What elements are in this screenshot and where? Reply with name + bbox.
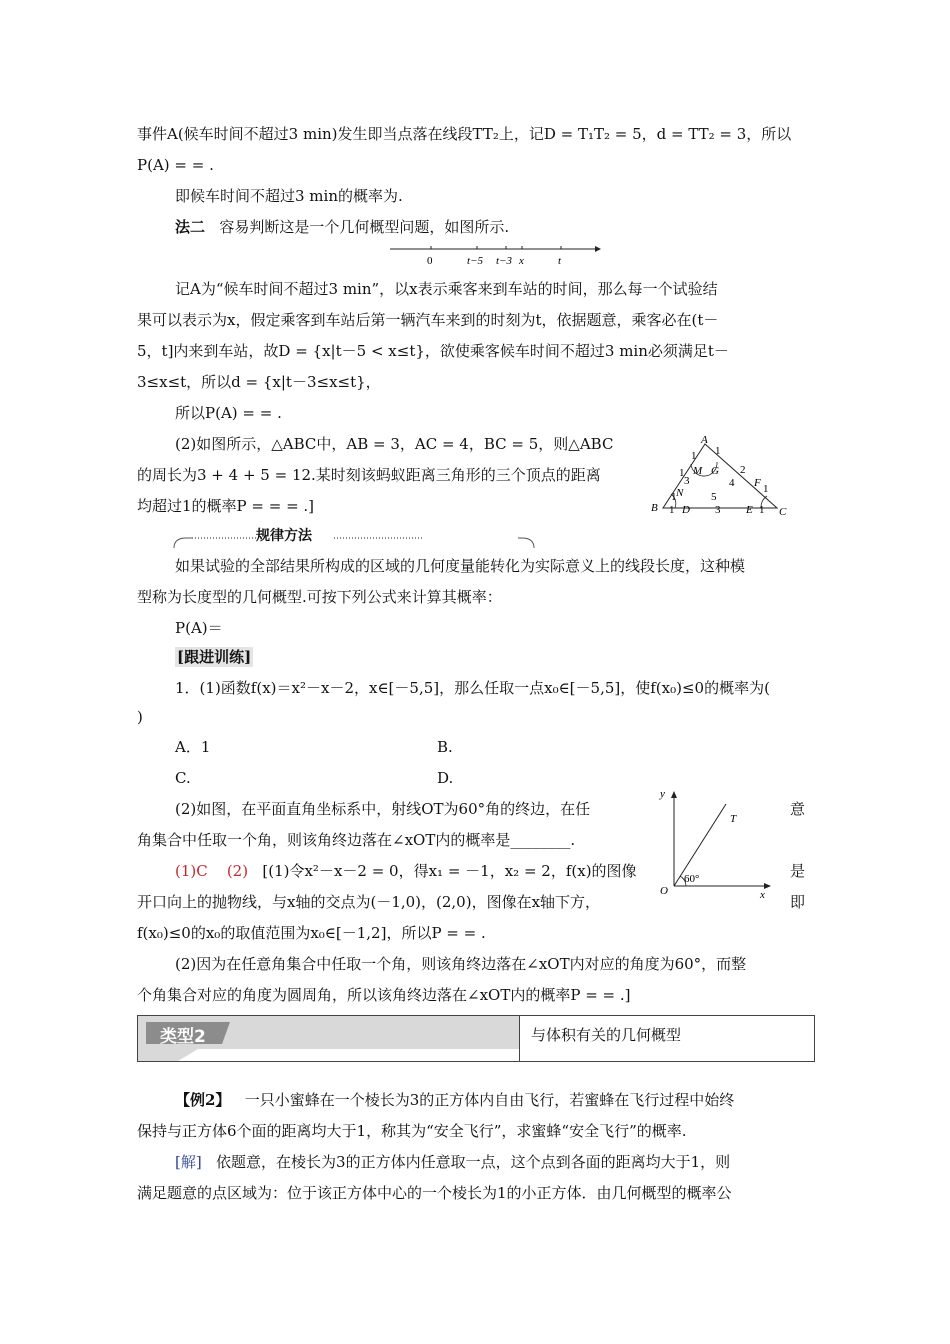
text-line: (2)如图所示，△ABC中，AB = 3，AC = 4，BC = 5，则△ABC xyxy=(175,435,614,453)
point-m: M xyxy=(693,465,703,477)
text-line: 均超过1的概率P = = = .] xyxy=(137,497,315,515)
ray-t-label: T xyxy=(730,813,737,825)
section-header xyxy=(137,1015,815,1062)
text-line: P(A)＝ xyxy=(175,619,223,637)
text-line: 依题意，在棱长为3的正方体内任意取一点，这个点到各面的距离均大于1，则 xyxy=(216,1153,731,1171)
text-line: (2)如图，在平面直角坐标系中，射线OT为60°角的终边，在任 xyxy=(175,800,591,818)
option-d: D. xyxy=(437,769,454,787)
text-line: f(x₀)≤0的x₀的取值范围为x₀∈[－1,2]，所以P = = . xyxy=(137,924,486,942)
text-line: 保持与正方体6个面的距离均大于1，称其为“安全飞行”，求蜜蜂“安全飞行”的概率. xyxy=(137,1122,687,1140)
solution-label: [解] xyxy=(175,1153,202,1171)
text-line: 满足题意的点区域为：位于该正方体中心的一个棱长为1的小正方体．由几何概型的概率公 xyxy=(137,1184,732,1202)
text-line: ) xyxy=(137,708,143,726)
angle-figure xyxy=(656,786,776,904)
rule-title: 规律方法 xyxy=(256,528,312,544)
tri-num: 1 xyxy=(759,504,765,516)
text-line: 1．(1)函数f(x)＝x²－x－2，x∈[－5,5]，那么任取一点x₀∈[－5,5]，使f(x₀)≤0的概率为( xyxy=(175,679,770,697)
text-line: 事件A(候车时间不超过3 min)发生即当点落在线段TT₂上，记D = T₁T₂ = 5，d = TT₂ = 3，所以 xyxy=(137,125,792,143)
text-line: 如果试验的全部结果所构成的区域的几何度量能转化为实际意义上的线段长度，这种模 xyxy=(175,557,746,575)
nl-label-t3: t−3 xyxy=(496,255,512,267)
text-line: 角集合中任取一个角，则该角终边落在∠xOT内的概率是________. xyxy=(137,831,576,849)
tri-num: 1 xyxy=(715,445,721,457)
option-b: B. xyxy=(437,738,453,756)
point-e: E xyxy=(746,504,753,516)
option-a: A．1 xyxy=(175,738,211,756)
method-2-line xyxy=(175,217,509,237)
text-line: 开口向上的抛物线，与x轴的交点为(－1,0)，(2,0)，图像在x轴下方， xyxy=(137,893,601,911)
point-d: D xyxy=(682,504,690,516)
follow-up-label: [跟进训练] xyxy=(177,648,252,666)
side-word: 是 xyxy=(790,862,806,880)
tri-num: 3 xyxy=(684,475,690,487)
number-line-figure xyxy=(385,240,605,268)
vertex-c: C xyxy=(779,506,787,518)
nl-label-t: t xyxy=(558,255,562,267)
tri-num: 4 xyxy=(729,477,735,489)
side-word: 意 xyxy=(790,800,806,818)
text-line: 所以P(A) = = . xyxy=(175,404,282,422)
side-word: 即 xyxy=(790,893,806,911)
axis-y-label: y xyxy=(660,788,665,800)
text-line: 个角集合对应的角度为圆周角，所以该角终边落在∠xOT内的概率P = = .] xyxy=(137,986,631,1004)
answer-line xyxy=(175,861,637,881)
nl-label-0: 0 xyxy=(427,255,433,267)
solution-line xyxy=(175,1152,730,1172)
example-label: 【例2】 xyxy=(175,1091,231,1109)
text-line: (2)因为在任意角集合中任取一个角，则该角终边落在∠xOT内对应的角度为60°，而整 xyxy=(175,955,747,973)
text-line: 容易判断这是一个几何概型问题，如图所示. xyxy=(219,218,510,236)
option-c: C. xyxy=(175,769,191,787)
angle-label: 60° xyxy=(684,873,700,885)
nl-label-x: x xyxy=(519,255,524,267)
origin-label: O xyxy=(660,885,668,897)
tri-num: 1 xyxy=(691,450,697,462)
point-n: N xyxy=(676,487,684,499)
point-g: G xyxy=(711,465,719,477)
point-f: F xyxy=(754,477,761,489)
text-line: 的周长为3 + 4 + 5 = 12.某时刻该蚂蚁距离三角形的三个顶点的距离 xyxy=(137,466,601,484)
text-line: 即候车时间不超过3 min的概率为. xyxy=(175,187,403,205)
rule-banner xyxy=(168,524,540,554)
tri-num: 1 xyxy=(763,483,769,495)
method-2-label: 法二 xyxy=(175,218,206,236)
text-line: P(A) = = . xyxy=(137,156,214,174)
vertex-a: A xyxy=(701,434,708,446)
tri-num: 1 xyxy=(679,467,685,479)
tri-num: 1 xyxy=(669,504,675,516)
section-divider xyxy=(519,1016,520,1061)
answer-1: (1)C xyxy=(175,862,208,880)
text-line: 型称为长度型的几何概型.可按下列公式来计算其概率： xyxy=(137,588,502,606)
vertex-b: B xyxy=(651,502,658,514)
nl-label-t5: t−5 xyxy=(467,255,483,267)
axis-x-label: x xyxy=(760,889,765,901)
section-title: 与体积有关的几何概型 xyxy=(531,1026,682,1044)
answer-2: (2) xyxy=(226,862,249,880)
text-line: 记A为“候车时间不超过3 min”，以x表示乘客来到车站的时间，那么每一个试验结 xyxy=(175,280,718,298)
tri-num: 2 xyxy=(740,464,746,476)
tri-num: 5 xyxy=(711,491,717,503)
example-line xyxy=(175,1090,734,1110)
text-line: [(1)令x²－x－2 = 0，得x₁ = －1，x₂ = 2，f(x)的图像 xyxy=(262,862,637,880)
text-line: 5，t]内来到车站，故D = {x|t－5 < x≤t}，欲使乘客候车时间不超过3 min必须满足t－ xyxy=(137,342,729,360)
text-line: 果可以表示为x，假定乘客到车站后第一辆汽车来到的时刻为t，依据题意，乘客必在(t－ xyxy=(137,311,719,329)
triangle-figure xyxy=(645,432,795,520)
text-line: 3≤x≤t，所以d = {x|t－3≤x≤t}， xyxy=(137,373,381,391)
tri-num: 3 xyxy=(715,504,721,516)
text-line: 一只小蜜蜂在一个棱长为3的正方体内自由飞行，若蜜蜂在飞行过程中始终 xyxy=(244,1091,735,1109)
section-tag: 类型2 xyxy=(160,1027,206,1047)
tri-num: 1 xyxy=(671,491,677,503)
